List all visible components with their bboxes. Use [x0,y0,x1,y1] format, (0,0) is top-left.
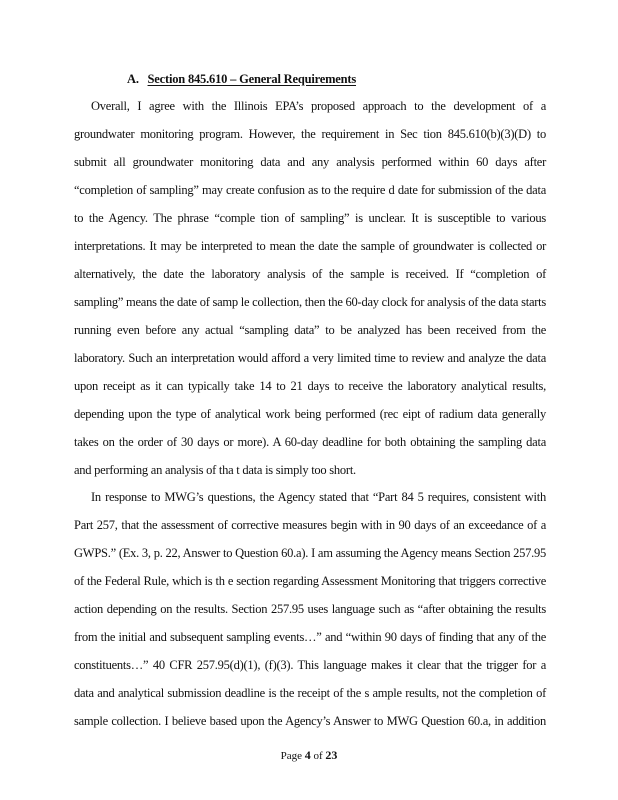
body-line: alternatively, the date the laboratory analysis of the sample is received. If “completion of [74,267,546,281]
body-line: sample collection. I believe based upon the Agency’s Answer to MWG Question 60.a, in addition [74,714,546,728]
body-line: laboratory. Such an interpretation would afford a very limited time to review and analyze the data [74,351,546,365]
body-line: sampling” means the date of samp le collection, then the 60-day clock for analysis of the data starts [74,295,546,309]
body-line: Overall, I agree with the Illinois EPA’s proposed approach to the development of a [91,99,546,113]
body-line: submit all groundwater monitoring data and any analysis performed within 60 days after [74,155,546,169]
body-line: takes on the order of 30 days or more). A 60-day deadline for both obtaining the sampling data [74,435,546,449]
body-line: from the initial and subsequent sampling events…” and “within 90 days of finding that any of the [74,630,546,644]
body-line: interpretations. It may be interpreted to mean the date the sample of groundwater is collected or [74,239,546,253]
body-line: In response to MWG’s questions, the Agency stated that “Part 84 5 requires, consistent with [91,490,546,504]
body-line: and performing an analysis of tha t data is simply too short. [74,463,356,477]
section-letter: A. [127,72,139,86]
total-pages: 23 [325,748,338,762]
section-title: Section 845.610 – General Requirements [147,72,357,86]
body-line: “completion of sampling” may create confusion as to the require d date for submission of the data [74,183,546,197]
page-number: 4 [304,748,311,762]
body-line: Part 257, that the assessment of corrective measures begin with in 90 days of an exceedance of a [74,518,546,532]
body-line: running even before any actual “sampling data” to be analyzed has been received from the [74,323,546,337]
body-line: action depending on the results. Section 257.95 uses language such as “after obtaining the results [74,602,546,616]
body-line: groundwater monitoring program. However, the requirement in Sec tion 845.610(b)(3)(D) to [74,127,546,141]
body-line: data and analytical submission deadline is the receipt of the s ample results, not the completion of [74,686,546,700]
body-line: depending upon the type of analytical work being performed (rec eipt of radium data generally [74,407,546,421]
body-line: of the Federal Rule, which is th e section regarding Assessment Monitoring that triggers corrective [74,574,546,588]
body-line: to the Agency. The phrase “comple tion of sampling” is unclear. It is susceptible to various [74,211,546,225]
section-heading [127,72,380,87]
page-footer [0,748,618,763]
body-line: upon receipt as it can typically take 14 to 21 days to receive the laboratory analytical results, [74,379,546,393]
body-line: GWPS.” (Ex. 3, p. 22, Answer to Question 60.a). I am assuming the Agency means Section 257.95 [74,546,546,560]
body-line: constituents…” 40 CFR 257.95(d)(1), (f)(3). This language makes it clear that the trigger for a [74,658,546,672]
of-label: of [313,750,323,762]
page-label: Page [280,750,302,762]
